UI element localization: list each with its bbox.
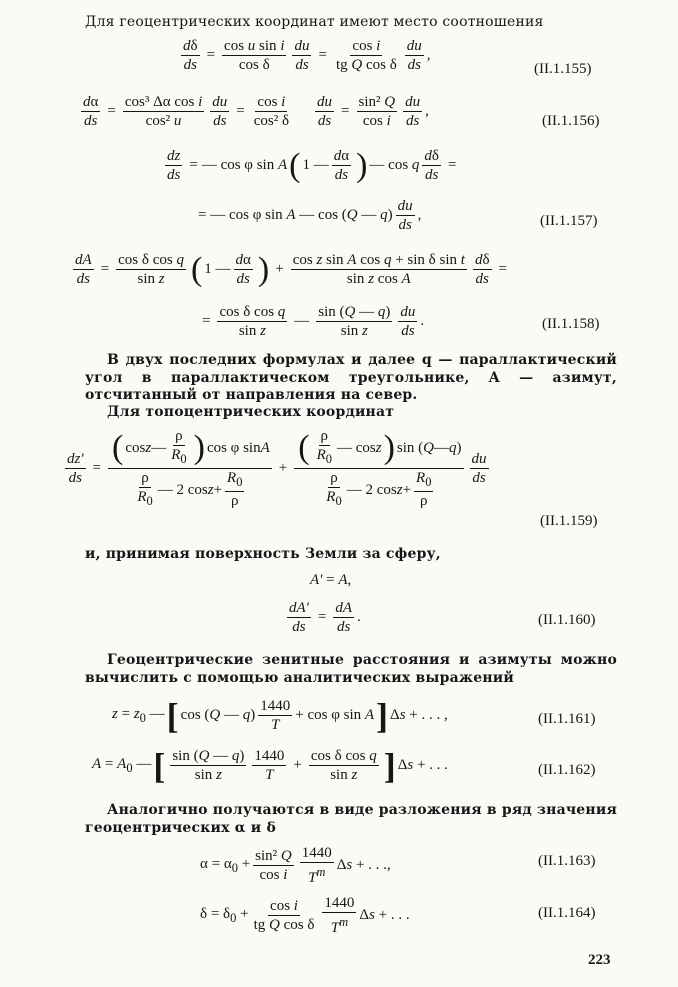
equation-number: (II.1.164) bbox=[538, 905, 596, 921]
paragraph-text: Геоцентрические зенитные расстояния и азимуты можно вычислить с помощью аналитических выражений bbox=[85, 652, 617, 686]
paragraph-text: Для топоцентрических координат bbox=[107, 404, 395, 420]
equation-159: $\frac{dz'}{ds}$ = ( cos z — ρ $R_0$ ) cos φ sin A ρ $R_0$ — 2 cos z + $R_0$ ρ + ( ρ $R_0$ — cos z ) sin ( Q — q ) ρ $R_0$ — 2 cos z + $R_0$ ρ du ds bbox=[67, 428, 487, 509]
paragraph-notes bbox=[85, 352, 617, 405]
paragraph-text: и, принимая поверхность Земли за сферу, bbox=[85, 546, 441, 562]
equation-number: (II.1.163) bbox=[538, 853, 596, 869]
equation-number: (II.1.160) bbox=[538, 612, 596, 628]
equation-number: (II.1.156) bbox=[542, 113, 600, 129]
equation-number: (II.1.162) bbox=[538, 762, 596, 778]
paragraph-earth-sphere bbox=[85, 546, 617, 564]
paragraph-text: В двух последних формулах и далее q — параллактический угол в параллактическом треугольнике, A — азимут, отсчитанный от направления на север. bbox=[85, 352, 617, 403]
paragraph-similar bbox=[85, 802, 617, 837]
paragraph-topocentric bbox=[85, 404, 617, 422]
equation-number: (II.1.155) bbox=[534, 61, 592, 77]
paragraph-text: Аналогично получаются в виде разложения в ряд значения геоцентрических α и δ bbox=[85, 802, 617, 836]
equation-161: $z = z_0$ — [ cos (Q — q) 1440 T + cos φ sin A ] Δs + . . . , bbox=[112, 695, 448, 736]
equation-a-prime: A' = A, bbox=[310, 572, 352, 588]
equation-157-line1: $\frac{dz}{ds}$ = — cos φ sin A ( 1 — dα ds ) — cos q $\frac{d\delta}{ds}$ = bbox=[167, 146, 457, 184]
paragraph-text: Для геоцентрических координат имеют место соотношения bbox=[85, 14, 544, 30]
paragraph-geocentric-zenith bbox=[85, 652, 617, 687]
equation-156: $\frac{d\alpha}{ds}$ = $\frac{\text{cos³ Δα cos i}}{\text{cos² u}}$ $\frac{du}{ds}$ = $\frac{\text{cos i}}{\text{cos² δ}}$ $\frac{du}{ds}$ = $\frac{\text{sin² Q}}{\text{cos i}}$ du ds , bbox=[83, 94, 429, 129]
equation-160: $\frac{dA'}{ds}$ = $\frac{dA}{ds}$ . bbox=[289, 600, 361, 635]
equation-number: (II.1.158) bbox=[542, 316, 600, 332]
equation-number: (II.1.157) bbox=[540, 213, 598, 229]
equation-163: $\alpha = \alpha_0$ + $\frac{\text{sin² Q}}{\text{cos i}}$ 1440 $T^m$ Δs + . . ., bbox=[200, 845, 391, 886]
paragraph-geocentric-intro bbox=[85, 14, 617, 32]
equation-162: $A = A_0$ — [ sin (Q — q) sin z 1440 T + $\frac{\text{cos δ cos q}}{\text{sin z}}$ ] Δs + . . . bbox=[92, 745, 448, 786]
equation-155: $\frac{d\delta}{ds}$ = $\frac{\text{cos u sin i}}{\text{cos δ}}$ $\frac{du}{ds}$ = $\frac{\text{cos i}}{\text{tg Q cos δ}}$ du ds , bbox=[183, 38, 431, 73]
equation-number: (II.1.159) bbox=[540, 513, 598, 529]
page-number: 223 bbox=[588, 952, 611, 968]
equation-number: (II.1.161) bbox=[538, 711, 596, 727]
equation-158-line2: = $\frac{\text{cos δ cos q}}{\text{sin z}}$ — sin (Q — q) sin z du ds . bbox=[202, 304, 425, 339]
equation-158-line1: $\frac{dA}{ds}$ = $\frac{\text{cos δ cos q}}{\text{sin z}}$ ( 1 — dα ds ) + $\frac{\text{cos z sin A cos q + sin δ sin t}}{\text{sin z cos A}}$ $\frac{d\delta}{ds}$ = bbox=[75, 250, 507, 288]
equation-157-line2: = — cos φ sin A — cos (Q — q) du ds , bbox=[198, 198, 422, 233]
equation-164: $\delta = \delta_0$ + $\frac{\text{cos i}}{\text{tg Q cos δ}}$ 1440 $T^m$ Δs + . . . bbox=[200, 895, 410, 936]
